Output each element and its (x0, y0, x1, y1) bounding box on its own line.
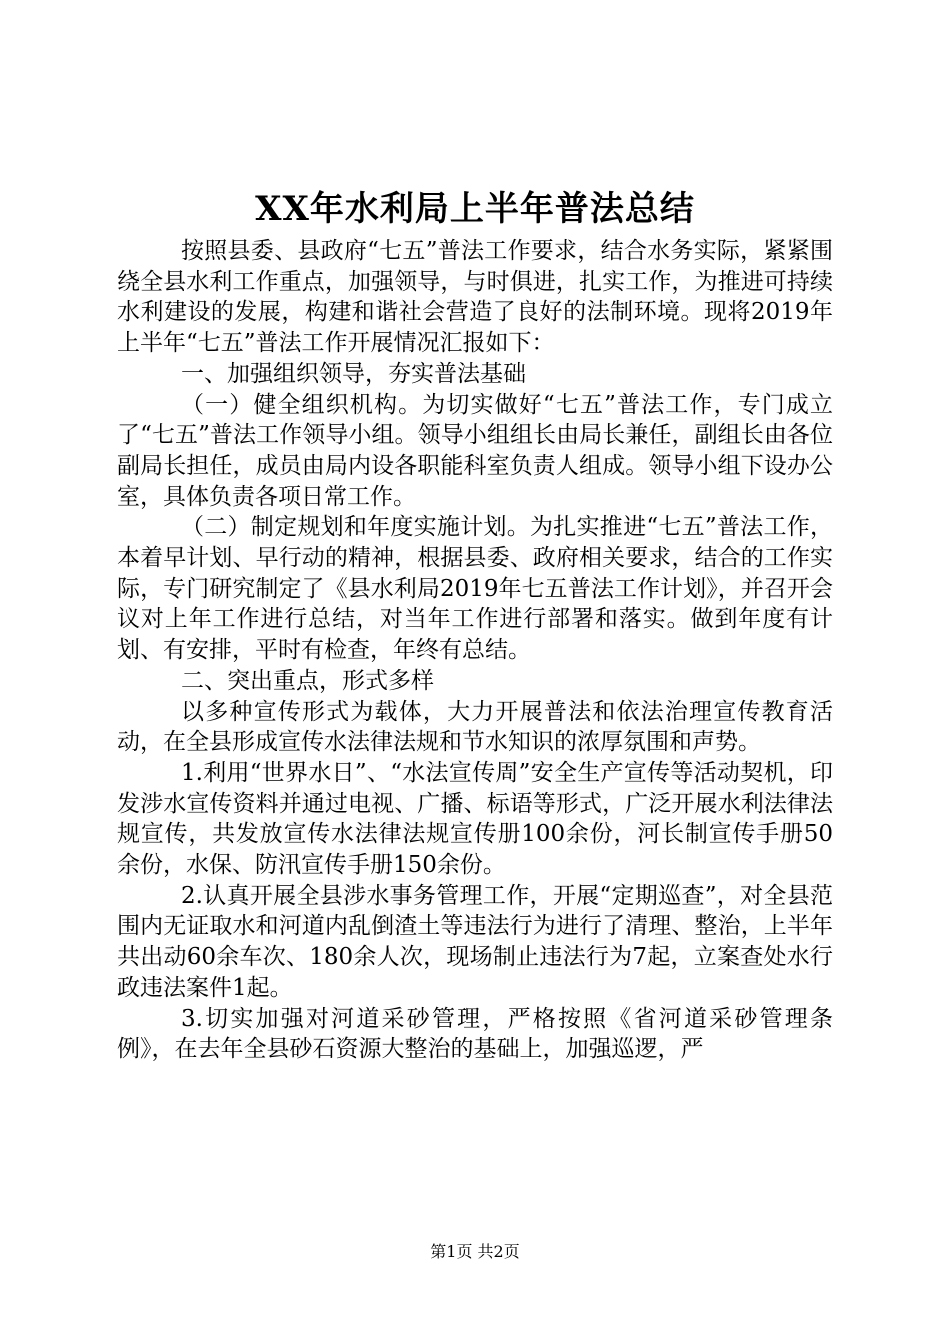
section-2-intro-paragraph: 以多种宣传形式为载体，大力开展普法和依法治理宣传教育活动，在全县形成宣传水法律法规和节水知识的浓厚氛围和声势。 (117, 698, 833, 756)
document-body (117, 236, 833, 1065)
document-title: XX年水利局上半年普法总结 (255, 189, 695, 229)
list-item-paragraph-2: 2.认真开展全县涉水事务管理工作，开展“定期巡查”，对全县范围内无证取水和河道内乱倒渣土等违法行为进行了清理、整治，上半年共出动60余车次、180余人次，现场制止违法行为7起，立案查处水行政违法案件1起。 (117, 882, 833, 1001)
page-footer: 第1页 共2页 (430, 1242, 520, 1261)
list-item-paragraph-1: 1.利用“世界水日”、“水法宣传周”安全生产宣传等活动契机，印发涉水宣传资料并通过电视、广播、标语等形式，广泛开展水利法律法规宣传，共发放宣传水法律法规宣传册100余份，河长制宣传手册50余份，水保、防汛宣传手册150余份。 (117, 759, 833, 879)
intro-paragraph: 按照县委、县政府“七五”普法工作要求，结合水务实际，紧紧围绕全县水利工作重点，加强领导，与时俱进，扎实工作，为推进可持续水利建设的发展，构建和谐社会营造了良好的法制环境。现将2019年上半年“七五”普法工作开展情况汇报如下： (117, 238, 833, 357)
list-item-paragraph-3: 3.切实加强对河道采砂管理，严格按照《省河道采砂管理条例》，在去年全县砂石资源大整治的基础上，加强巡逻，严 (117, 1005, 833, 1063)
subsection-paragraph-1: （一）健全组织机构。为切实做好“七五”普法工作，专门成立了“七五”普法工作领导小组。领导小组组长由局长兼任，副组长由各位副局长担任，成员由局内设各职能科室负责人组成。领导小组下设办公室，具体负责各项日常工作。 (117, 391, 833, 510)
section-heading-2: 二、突出重点，形式多样 (181, 667, 434, 694)
section-heading-1: 一、加强组织领导，夯实普法基础 (181, 360, 526, 387)
subsection-paragraph-2: （二）制定规划和年度实施计划。为扎实推进“七五”普法工作，本着早计划、早行动的精神，根据县委、政府相关要求，结合的工作实际，专门研究制定了《县水利局2019年七五普法工作计划》，并召开会议对上年工作进行总结，对当年工作进行部署和落实。做到年度有计划、有安排，平时有检查，年终有总结。 (117, 514, 833, 664)
